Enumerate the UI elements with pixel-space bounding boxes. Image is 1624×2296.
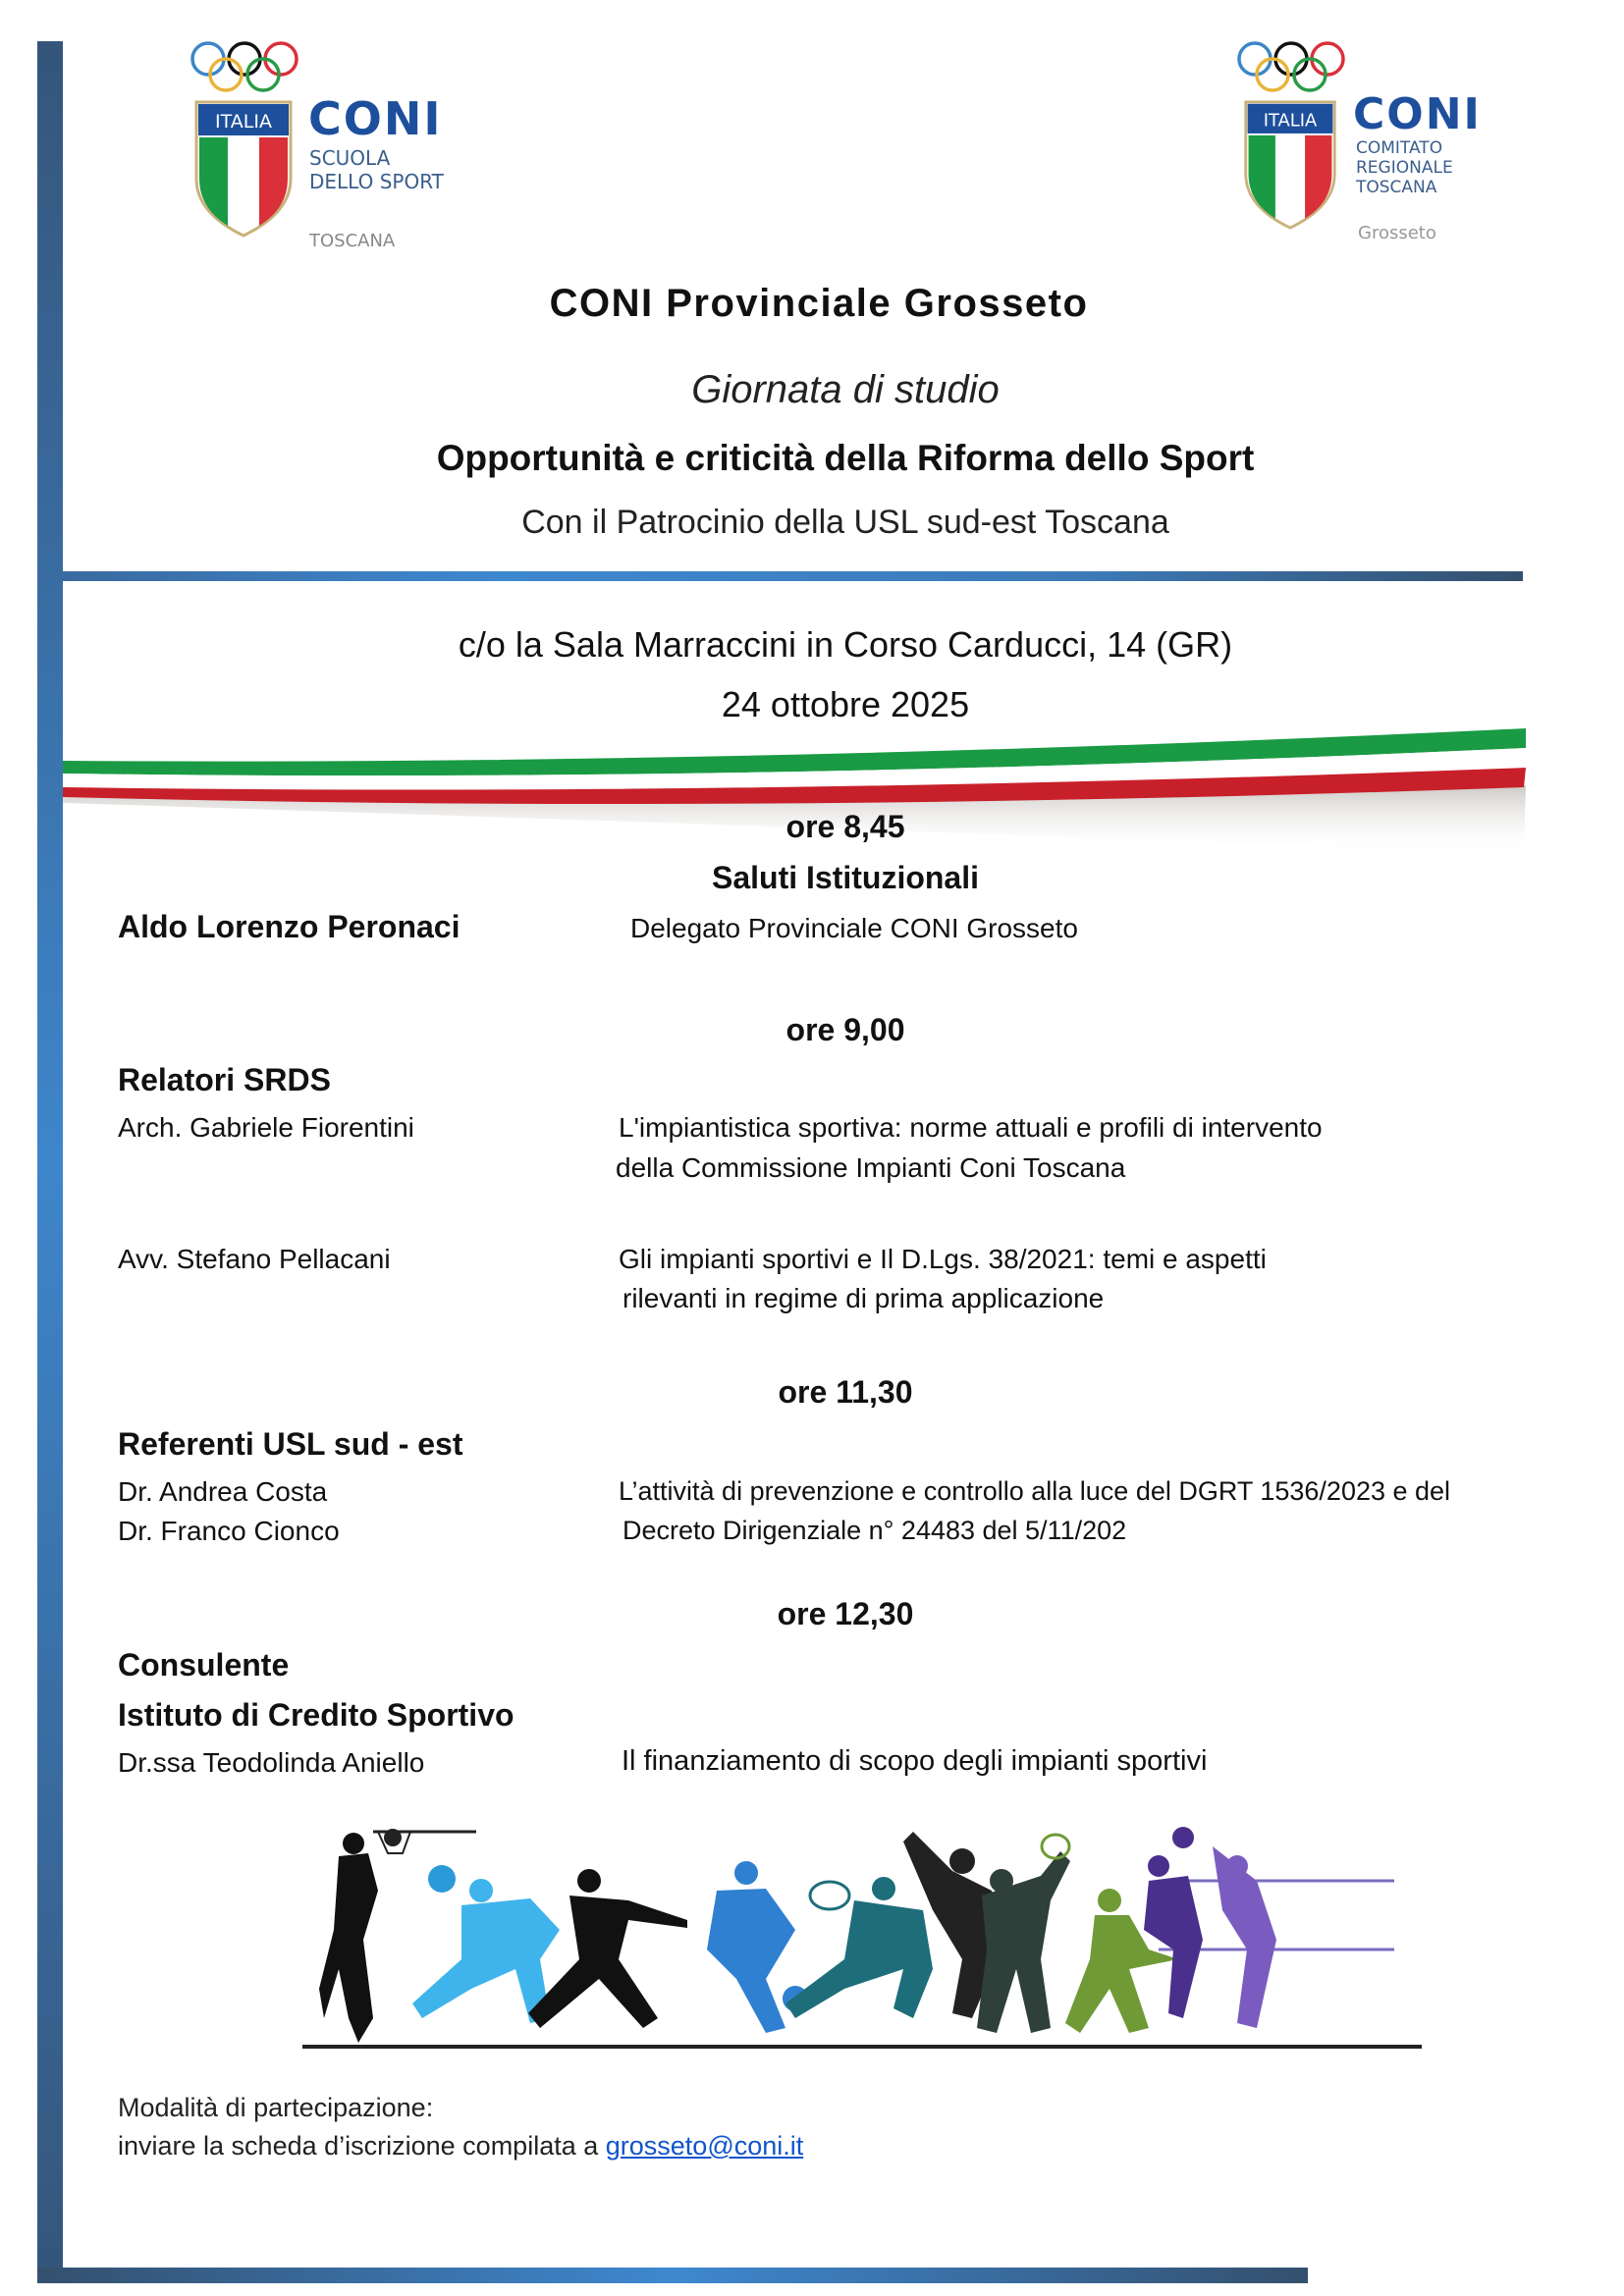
logo-name: CONI	[1353, 89, 1482, 139]
logo-line3: TOSCANA	[1356, 178, 1437, 197]
session-heading: Saluti Istituzionali	[711, 860, 979, 895]
svg-text:ITALIA: ITALIA	[1263, 110, 1318, 132]
participation-label: Modalità di partecipazione:	[118, 2093, 434, 2122]
logo-name: CONI	[308, 92, 443, 145]
logo-line1: COMITATO	[1356, 138, 1443, 158]
participation-text: inviare la scheda d’iscrizione compilata a	[118, 2131, 599, 2161]
group-heading: Referenti USL sud - est	[118, 1426, 463, 1462]
venue-address: c/o la Sala Marraccini in Corso Carducci, 14 (GR)	[458, 624, 1233, 665]
talk-title: Gli impianti sportivi e Il D.Lgs. 38/2021: temi e aspetti	[619, 1244, 1267, 1274]
italia-shield-icon	[194, 100, 293, 238]
group-heading: Istituto di Credito Sportivo	[118, 1697, 514, 1733]
talk-title: L’attività di prevenzione e controllo alla luce del DGRT 1536/2023 e del	[619, 1476, 1451, 1506]
event-topic: Opportunità e criticità della Riforma dello Sport	[436, 438, 1255, 478]
email-link[interactable]: grosseto@coni.it	[605, 2131, 804, 2161]
talk-title: Il finanziamento di scopo degli impianti sportivi	[622, 1745, 1208, 1777]
olympic-rings-icon	[189, 39, 300, 94]
time-slot: ore 8,45	[785, 809, 905, 844]
talk-title: della Commissione Impianti Coni Toscana	[616, 1152, 1126, 1183]
logo-line1: SCUOLA	[309, 146, 391, 170]
talk-title: L'impiantistica sportiva: norme attuali e profili di intervento	[619, 1112, 1323, 1143]
speaker-name: Aldo Lorenzo Peronaci	[118, 909, 460, 944]
event-date: 24 ottobre 2025	[721, 684, 970, 724]
logo-line2: REGIONALE	[1356, 158, 1453, 178]
group-heading: Consulente	[118, 1647, 290, 1682]
speaker-name: Avv. Stefano Pellacani	[118, 1244, 391, 1274]
participation-instructions	[118, 2131, 803, 2162]
event-type: Giornata di studio	[691, 368, 1000, 411]
logo-city: Grosseto	[1358, 223, 1436, 243]
speaker-role: Delegato Provinciale CONI Grosseto	[630, 913, 1078, 943]
logo-region: TOSCANA	[309, 231, 396, 251]
italian-flag-ribbon	[63, 717, 1526, 874]
patronage: Con il Patrocinio della USL sud-est Toscana	[521, 504, 1169, 541]
page-title: CONI Provinciale Grosseto	[549, 282, 1089, 325]
time-slot: ore 9,00	[785, 1012, 905, 1047]
olympic-rings-icon	[1235, 39, 1347, 94]
bottom-border-bar	[37, 2268, 1308, 2283]
talk-title: rilevanti in regime di prima applicazione	[623, 1283, 1105, 1313]
time-slot: ore 11,30	[778, 1374, 913, 1410]
logo-line2: DELLO SPORT	[309, 170, 444, 193]
group-heading: Relatori SRDS	[118, 1062, 331, 1097]
basketball-hoop-icon	[373, 1829, 476, 1853]
speaker-name: Arch. Gabriele Fiorentini	[118, 1112, 414, 1143]
speaker-name: Dr. Andrea Costa	[118, 1476, 328, 1507]
speaker-name: Dr.ssa Teodolinda Aniello	[118, 1747, 425, 1778]
talk-title: Decreto Dirigenziale n° 24483 del 5/11/202	[623, 1516, 1127, 1545]
svg-text:ITALIA: ITALIA	[215, 111, 272, 133]
time-slot: ore 12,30	[777, 1596, 914, 1631]
sports-silhouettes-illustration	[295, 1822, 1434, 2057]
header-divider	[63, 571, 1523, 581]
italia-shield-icon	[1241, 100, 1339, 230]
speaker-name: Dr. Franco Cionco	[118, 1516, 340, 1546]
